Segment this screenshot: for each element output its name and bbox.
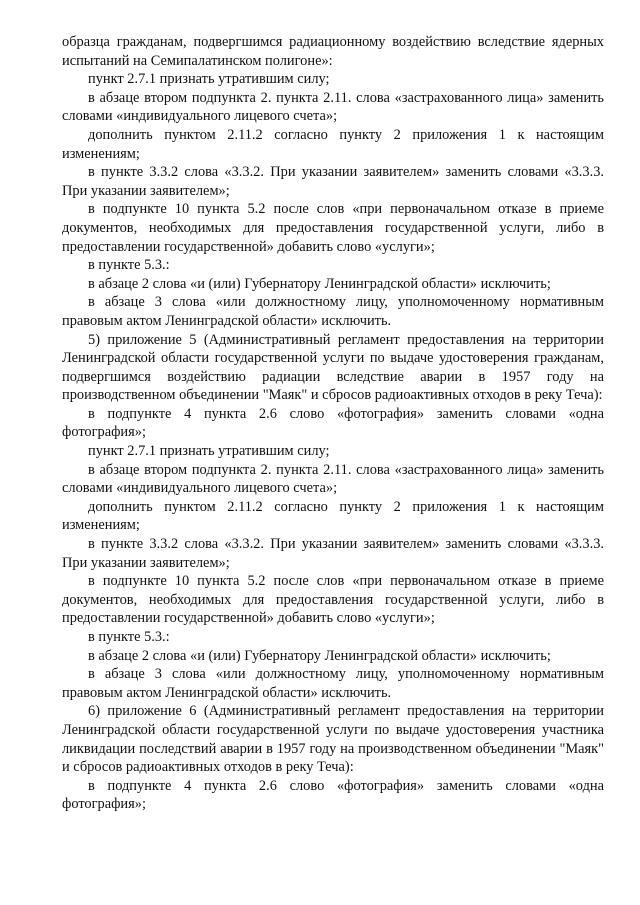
paragraph: в подпункте 10 пункта 5.2 после слов «при первоначальном отказе в приеме документов, необходимых для предоставления государственной услуги, либо в предоставлении государственной» добавить слово «услуги»; xyxy=(62,573,604,627)
paragraph-numbered: 6) приложение 6 (Административный регламент предоставления на территории Ленинградской области государственной услуги по выдаче удостоверения участника ликвидации последствий аварии в 1957 году на производственном объединении "Маяк" и сбросов радиоактивных отходов в реку Теча): xyxy=(62,703,604,776)
paragraph: в абзаце 2 слова «и (или) Губернатору Ленинградской области» исключить; xyxy=(88,275,551,292)
paragraph: в абзаце 3 слова «или должностному лицу, уполномоченному нормативным правовым актом Ленинградской области» исключить. xyxy=(62,294,604,329)
paragraph: в абзаце втором подпункта 2. пункта 2.11. слова «застрахованного лица» заменить словами «индивидуального лицевого счета»; xyxy=(62,89,604,125)
paragraph: в пункте 3.3.2 слова «3.3.2. При указании заявителем» заменить словами «3.3.3. При указании заявителем»; xyxy=(62,164,604,199)
paragraph: дополнить пунктом 2.11.2 согласно пункту 2 приложения 1 к настоящим изменениям; xyxy=(62,126,604,162)
paragraph: пункт 2.7.1 признать утратившим силу; xyxy=(88,443,330,460)
paragraph-numbered: 5) приложение 5 (Административный регламент предоставления на территории Ленинградской области государственной услуги по выдаче удостоверения гражданам, подвергшимся воздействию радиации вследствие аварии в 1957 году на производственном объединении "Маяк" и сбросов радиоактивных отходов в реку Теча): xyxy=(62,331,604,404)
document-page xyxy=(62,33,604,814)
paragraph: в подпункте 10 пункта 5.2 после слов «при первоначальном отказе в приеме документов, необходимых для предоставления государственной услуги, либо в предоставлении государственной» добавить слово «услуги»; xyxy=(62,201,604,255)
paragraph: в пункте 5.3.: xyxy=(88,257,170,274)
paragraph: в пункте 5.3.: xyxy=(88,629,170,645)
paragraph: в абзаце втором подпункта 2. пункта 2.11. слова «застрахованного лица» заменить словами «индивидуального лицевого счета»; xyxy=(62,461,604,497)
paragraph: в подпункте 4 пункта 2.6 слово «фотография» заменить словами «одна фотография»; xyxy=(62,777,604,813)
paragraph: в пункте 3.3.2 слова «3.3.2. При указании заявителем» заменить словами «3.3.3. При указании заявителем»; xyxy=(62,536,604,571)
paragraph: дополнить пунктом 2.11.2 согласно пункту 2 приложения 1 к настоящим изменениям; xyxy=(62,498,604,534)
paragraph: в абзаце 2 слова «и (или) Губернатору Ленинградской области» исключить; xyxy=(88,647,551,664)
paragraph-continuation: образца гражданам, подвергшимся радиационному воздействию вследствие ядерных испытаний на Семипалатинском полигоне»: xyxy=(62,34,604,69)
paragraph: в подпункте 4 пункта 2.6 слово «фотография» заменить словами «одна фотография»; xyxy=(62,405,604,441)
paragraph: в абзаце 3 слова «или должностному лицу, уполномоченному нормативным правовым актом Ленинградской области» исключить. xyxy=(62,666,604,701)
paragraph: пункт 2.7.1 признать утратившим силу; xyxy=(88,71,330,88)
